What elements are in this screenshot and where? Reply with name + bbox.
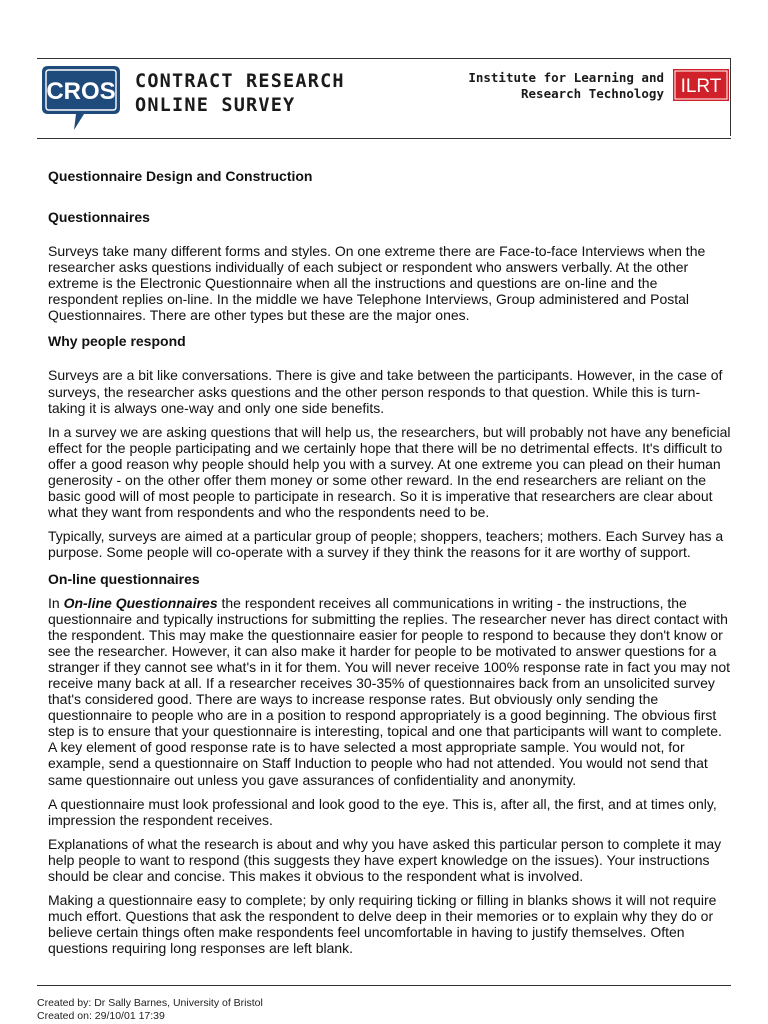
institute-name-line1: Institute for Learning and bbox=[468, 70, 664, 85]
header-bottom-rule bbox=[37, 138, 731, 139]
footer-created-by: Created by: Dr Sally Barnes, University of Bristol bbox=[37, 997, 263, 1009]
footer bbox=[37, 997, 263, 1023]
paragraph: Typically, surveys are aimed at a particular group of people; shoppers, teachers; mothers. Each Survey has a purpose. Some people will co-operate with a survey if they think the reasons for it are worthy of support. bbox=[48, 528, 724, 561]
institute-name-line2: Research Technology bbox=[521, 86, 664, 101]
paragraph: Explanations of what the research is about and why you have asked this particular person to complete it may help people to want to respond (this suggests they have expert knowledge on the issues). Your instructions should be clear and concise. This makes it obvious to the respondent what is involved. bbox=[48, 835, 722, 884]
paragraph bbox=[48, 595, 731, 788]
paragraph: Surveys take many different forms and styles. On one extreme there are Face-to-face Interviews when the researcher asks questions individually of each subject or respondent who answers verbally. At the other extreme is the Electronic Questionnaire when all the instructions and questions are on-line and the respondent replies on-line. In the middle we have Telephone Interviews, Group administered and Postal Questionnaires. There are other types but these are the major ones. bbox=[48, 243, 706, 324]
paragraph-lead: In bbox=[48, 594, 64, 611]
ilrt-logo bbox=[673, 69, 729, 101]
paragraph: Making a questionnaire easy to complete; by only requiring ticking or filling in blanks shows it will not require much effort. Questions that ask the respondent to delve deep in their memories or to explain why they do or believe certain things often make respondents feel uncomfortable in having to justify themselves. Often questions requiring long responses are left blank. bbox=[48, 892, 717, 957]
survey-title bbox=[135, 70, 345, 118]
document-body bbox=[48, 164, 731, 964]
paragraph-rest: the respondent receives all communications in writing - the instructions, the questionnaire and typically instructions for submitting the replies. The researcher never has direct contact with the respondent. This may make the questionnaire easier for people to respond to because they don't know or see the researcher. However, it can also make it harder for people to be motivated to answer questions for a stranger if they cannot see what's in it for them. You will never receive 100% response rate in fact you may not receive many back at all. If a researcher receives 30-35% of questionnaires back from an unsolicited survey that's considered good. There are ways to increase response rates. But obviously only sending the questionnaire to people who are in a position to respond appropriately is a good beginning. The obvious first step is to ensure that your questionnaire is interesting, topical and one that participants will want to complete. A key element of good response rate is to have selected a most appropriate sample. You would not, for example, send a questionnaire on Staff Induction to people who had not attended. You would not send that same questionnaire out unless you gave assurances of confidentiality and anonymity. bbox=[48, 594, 731, 788]
document-title: Questionnaire Design and Construction bbox=[48, 168, 313, 184]
paragraph: A questionnaire must look professional and look good to the eye. This is, after all, the first, and at times only, impression the respondent receives. bbox=[48, 795, 717, 828]
survey-title-line1: CONTRACT RESEARCH bbox=[135, 71, 345, 92]
section-heading-why-people-respond: Why people respond bbox=[48, 333, 186, 350]
paragraph: In a survey we are asking questions that will help us, the researchers, but will probably not have any beneficial effect for the people participating and we certainly hope that there will be no detrimental effects. It's difficult to offer a good reason why people should help you with a survey. At one extreme you can plead on their human generosity - on the other offer them money or some other reward. In the end researchers are reliant on the basic good will of most people to participate in research. So it is imperative that researchers are clear about what they want from respondents and who the respondents need to be. bbox=[48, 423, 731, 521]
header-top-rule bbox=[37, 58, 731, 59]
section-heading-questionnaires: Questionnaires bbox=[48, 209, 150, 225]
emphasis-term: On-line Questionnaires bbox=[63, 594, 218, 611]
section-heading-online-questionnaires: On-line questionnaires bbox=[48, 570, 200, 587]
header-right-rule bbox=[730, 58, 731, 136]
institute-name bbox=[468, 70, 664, 102]
paragraph: Surveys are a bit like conversations. There is give and take between the participants. However, in the case of surveys, the researcher asks questions and the other person responds to that question. While this is turn-taking it is always one-way and only one side benefits. bbox=[48, 367, 723, 416]
ilrt-logo-text: ILRT bbox=[680, 76, 722, 97]
cros-logo bbox=[40, 64, 122, 134]
footer-rule bbox=[37, 985, 731, 986]
cros-logo-text: CROS bbox=[46, 78, 116, 105]
footer-created-on: Created on: 29/10/01 17:39 bbox=[37, 1010, 165, 1022]
survey-title-line2: ONLINE SURVEY bbox=[135, 95, 296, 116]
